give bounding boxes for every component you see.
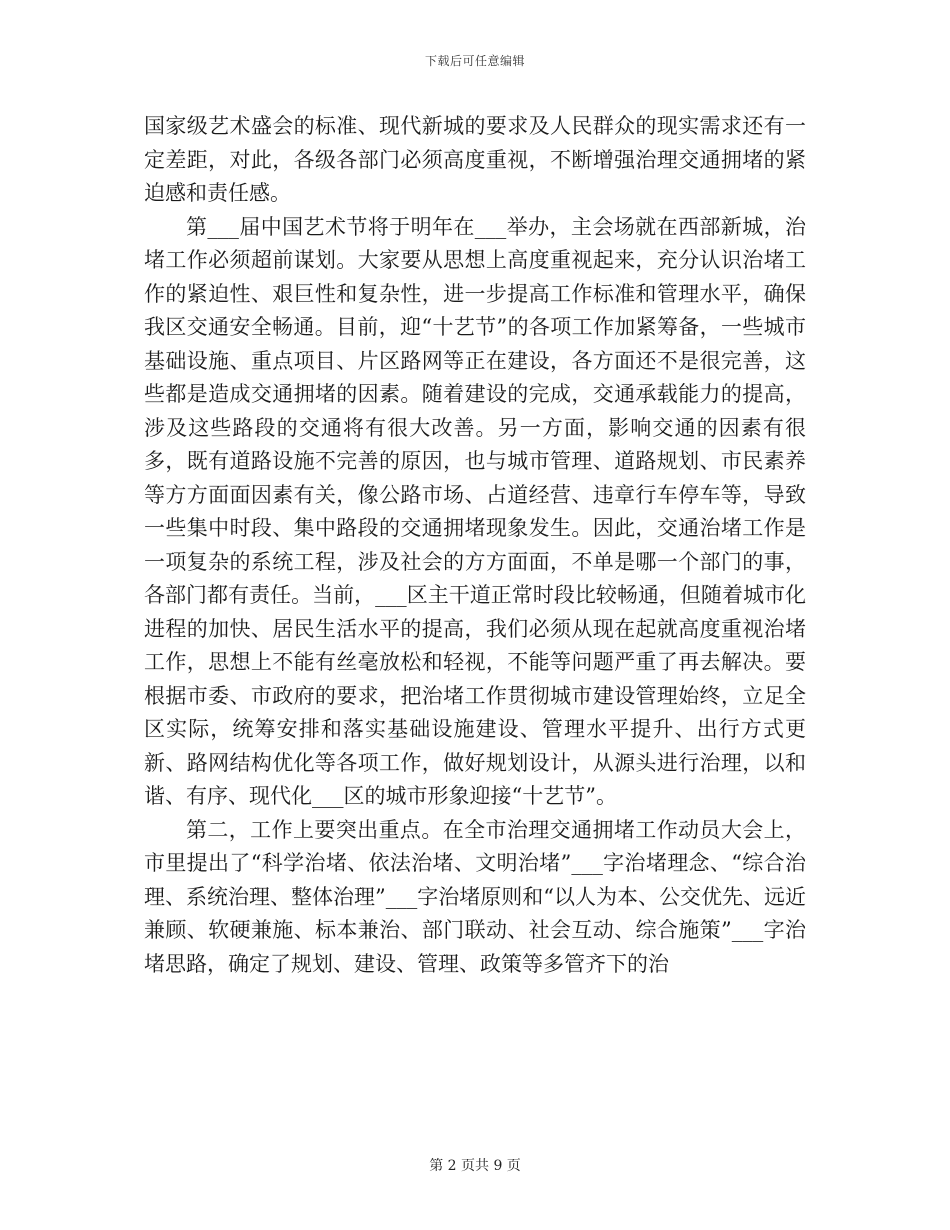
paragraph-1: 国家级艺术盛会的标准、现代新城的要求及人民群众的现实需求还有一定差距，对此，各级各部门必须高度重视，不断增强治理交通拥堵的紧迫感和责任感。 <box>144 114 806 205</box>
document-body <box>144 110 806 981</box>
page-header-note: 下载后可任意编辑 <box>424 54 525 68</box>
paragraph-2: 第___届中国艺术节将于明年在___举办，主会场就在西部新城，治堵工作必须超前谋划。大家要从思想上高度重视起来，充分认识治堵工作的紧迫性、艰巨性和复杂性，进一步提高工作标准和管理水平，确保我区交通安全畅通。目前，迎“十艺节”的各项工作加紧筹备，一些城市基础设施、重点项目、片区路网等正在建设，各方面还不是很完善，这些都是造成交通拥堵的因素。随着建设的完成，交通承载能力的提高，涉及这些路段的交通将有很大改善。另一方面，影响交通的因素有很多，既有道路设施不完善的原因，也与城市管理、道路规划、市民素养等方方面面因素有关，像公路市场、占道经营、违章行车停车等，导致一些集中时段、集中路段的交通拥堵现象发生。因此，交通治堵工作是一项复杂的系统工程，涉及社会的方方面面，不单是哪一个部门的事，各部门都有责任。当前，___区主干道正常时段比较畅通，但随着城市化进程的加快、居民生活水平的提高，我们必须从现在起就高度重视治堵工作，思想上不能有丝毫放松和轻视，不能等问题严重了再去解决。要根据市委、市政府的要求，把治堵工作贯彻城市建设管理始终，立足全区实际，统筹安排和落实基础设施建设、管理水平提升、出行方式更新、路网结构优化等各项工作，做好规划设计，从源头进行治理，以和谐、有序、现代化___区的城市形象迎接“十艺节”。 <box>144 214 806 808</box>
page-number-footer: 第 2 页共 9 页 <box>429 1158 521 1174</box>
paragraph-3: 第二，工作上要突出重点。在全市治理交通拥堵工作动员大会上，市里提出了“科学治堵、依法治堵、文明治堵”___字治堵理念、“综合治理、系统治理、整体治理”___字治堵原则和“以人为本、公交优先、远近兼顾、软硬兼施、标本兼治、部门联动、社会互动、综合施策”___字治堵思路，确定了规划、建设、管理、政策等多管齐下的治 <box>144 817 806 976</box>
